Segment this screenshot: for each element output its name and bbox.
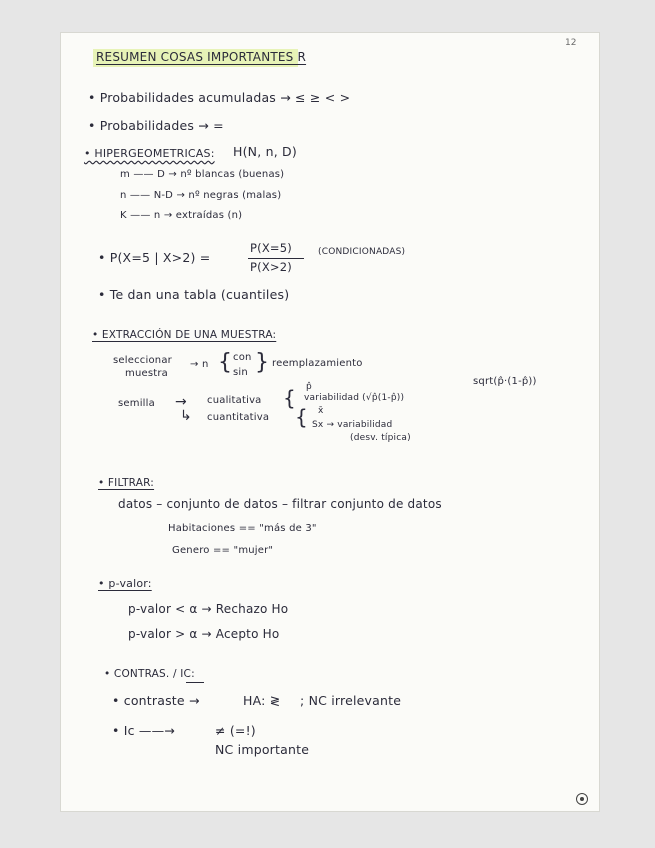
prob-condicionada-left: • P(X=5 | X>2) = bbox=[98, 250, 211, 265]
page-number: 12 bbox=[565, 38, 577, 48]
prob-condicionada-denominator: P(X>2) bbox=[250, 260, 292, 274]
hiper-n-row: n —— N-D → nº negras (malas) bbox=[120, 190, 282, 201]
contraste-label: • contraste → bbox=[112, 693, 200, 708]
pvalor-rule-2: p-valor > α → Acepto Ho bbox=[128, 627, 280, 641]
sin-label: sin bbox=[233, 367, 248, 378]
hipergeometricas-heading: • HIPERGEOMETRICAS: bbox=[84, 147, 215, 160]
desv-tipica: (desv. típica) bbox=[350, 433, 411, 443]
ha-label: HA: ≷ bbox=[243, 693, 281, 708]
arrow-right-icon: → bbox=[175, 394, 187, 410]
cualitativa-brace-icon: { bbox=[283, 386, 296, 410]
habitaciones-filter: Habitaciones == "más de 3" bbox=[168, 523, 317, 534]
cualitativa-label: cualitativa bbox=[207, 395, 262, 406]
left-brace-icon: { bbox=[218, 350, 232, 375]
arrow-down-right-icon: ↳ bbox=[180, 408, 192, 424]
arrow-n: → n bbox=[190, 359, 209, 370]
filtrar-heading: • FILTRAR: bbox=[98, 477, 155, 489]
p-hat: p̂ bbox=[306, 382, 312, 392]
reemplazamiento-label: reemplazamiento bbox=[272, 358, 363, 369]
probabilidades: • Probabilidades → = bbox=[88, 118, 224, 133]
nc-importante: NC importante bbox=[215, 742, 310, 757]
cuantitativa-brace-icon: { bbox=[295, 405, 308, 429]
pvalor-rule-1: p-valor < α → Rechazo Ho bbox=[128, 602, 289, 616]
cuantitativa-label: cuantitativa bbox=[207, 412, 270, 423]
condicionadas-note: (CONDICIONADAS) bbox=[318, 247, 406, 257]
extraccion-heading: • EXTRACCIÓN DE UNA MUESTRA: bbox=[92, 329, 277, 341]
genero-filter: Genero == "mujer" bbox=[172, 545, 274, 556]
x-bar: x̄ bbox=[318, 406, 324, 416]
filtrar-line: datos – conjunto de datos – filtrar conjunto de datos bbox=[118, 497, 442, 511]
variabilidad-cualitativa: variabilidad (√p̂(1-p̂)) bbox=[304, 393, 405, 403]
ic-label: • Ic ——→ bbox=[112, 723, 175, 738]
prob-acumuladas: • Probabilidades acumuladas → ≤ ≥ < > bbox=[88, 90, 351, 105]
neq-label: ≠ (=!) bbox=[215, 723, 256, 738]
sqrt-note: sqrt(p̂·(1-p̂)) bbox=[473, 376, 537, 387]
hiper-m-row: m —— D → nº blancas (buenas) bbox=[120, 169, 285, 180]
nc-irrelevante: ; NC irrelevante bbox=[300, 693, 402, 708]
hipergeometrica-formula: H(N, n, D) bbox=[233, 144, 297, 159]
tabla-cuantiles: • Te dan una tabla (cuantiles) bbox=[98, 287, 290, 302]
pvalor-heading: • p-valor: bbox=[98, 577, 152, 590]
prob-condicionada-numerator: P(X=5) bbox=[250, 241, 292, 255]
semilla-label: semilla bbox=[118, 398, 155, 409]
fraction-line bbox=[248, 258, 304, 259]
seleccionar-label: seleccionar bbox=[113, 355, 172, 366]
hiper-k-row: K —— n → extraídas (n) bbox=[120, 210, 243, 221]
con-label: con bbox=[233, 352, 252, 363]
page-title: RESUMEN COSAS IMPORTANTES R bbox=[96, 50, 307, 64]
right-brace-icon: } bbox=[255, 350, 269, 375]
contras-ic-heading: • CONTRAS. / IC: bbox=[104, 668, 195, 680]
muestra-label: muestra bbox=[125, 368, 169, 379]
sx-variabilidad: Sx → variabilidad bbox=[312, 420, 393, 430]
page-marker-icon bbox=[576, 793, 588, 805]
ic-underline bbox=[186, 682, 204, 683]
